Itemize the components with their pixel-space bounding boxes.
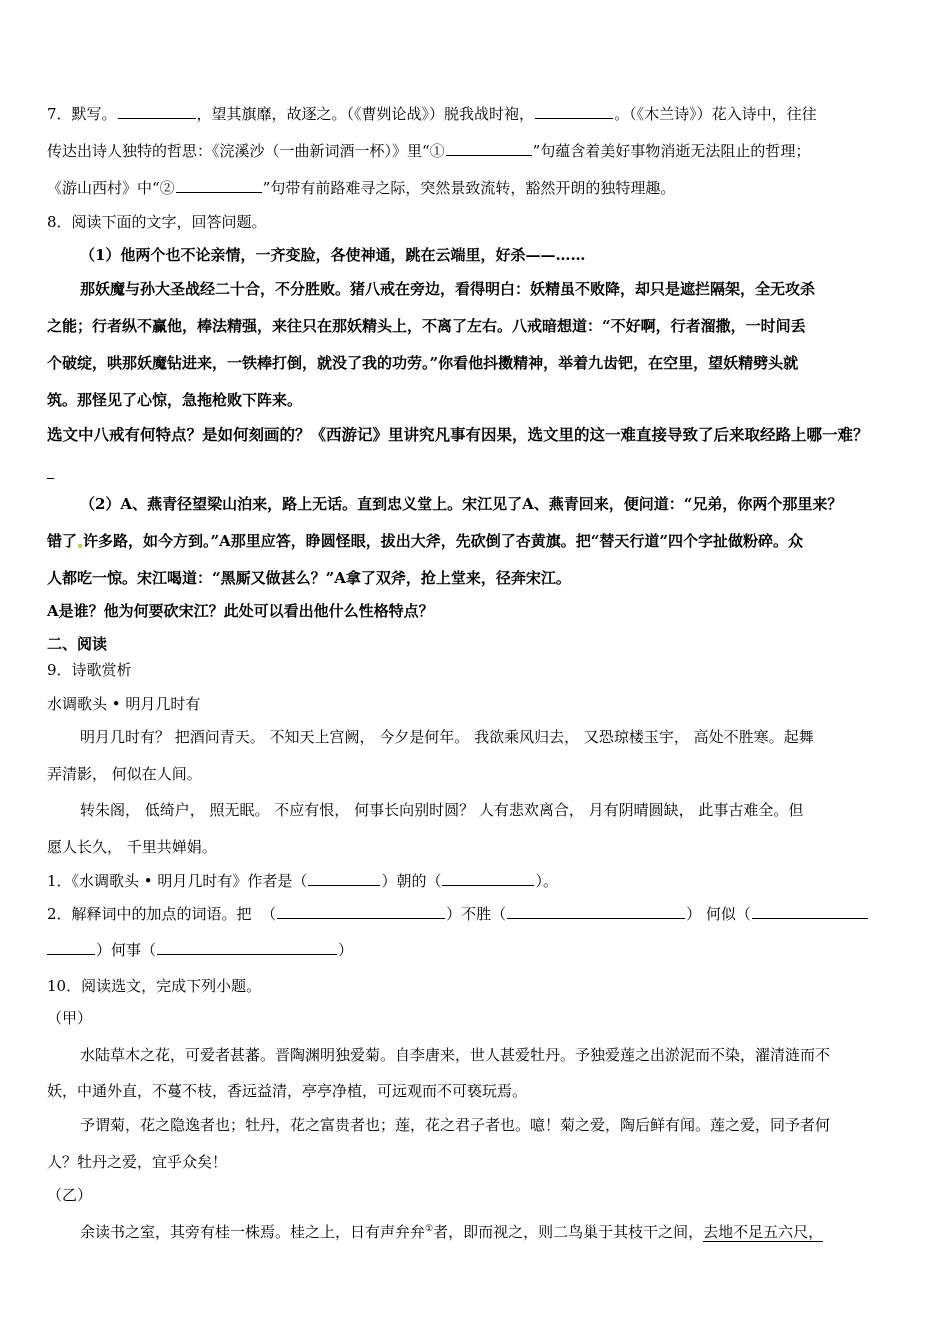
fill-blank[interactable] <box>308 870 380 886</box>
q8-passage1-line: 那妖魔与孙大圣战经二十合，不分胜败。猪八戒在旁边，看得明白：妖精虽不败降，却只是遮拦隔架，全无攻杀 <box>80 280 816 298</box>
underlined-phrase: 去地不足五六尺， <box>703 1223 824 1241</box>
poem-line: 明月几时有？ 把酒问青天。 不知天上宫阙， 今夕是何年。 我欲乘风归去， 又恐琼楼玉宇， 高处不胜寒。起舞 <box>80 728 814 746</box>
q7-line-1: 7．默写。 ，望其旗靡，故逐之。（《曹刿论战》）脱我战时袍， 。（《木兰诗》）花入诗中，往往 <box>47 105 817 123</box>
fill-blank[interactable] <box>442 870 534 886</box>
passage-label-jia: （甲） <box>47 1009 93 1027</box>
q9-sub-2: 2．解释词中的加点的词语。把 （ ）不胜（ ） 何似（ <box>47 903 907 924</box>
q9-sub-1: 1．《水调歌头 • 明月几时有》作者是（ ）朝的（ ）。 <box>47 872 558 890</box>
fill-blank[interactable] <box>446 140 532 156</box>
fill-blank[interactable] <box>535 103 613 119</box>
poem-title: 水调歌头 • 明月几时有 <box>47 695 201 713</box>
q8-passage1-line: 个破绽，哄那妖魔钻进来，一铁棒打倒，就没了我的功劳。”你看他抖擞精神，举着九齿钯，在空里，望妖精劈头就 <box>47 354 799 372</box>
passage-label-yi: （乙） <box>47 1186 93 1204</box>
q10-title: 10．阅读选文，完成下列小题。 <box>47 977 262 995</box>
passage-line: 妖，中通外直，不蔓不枝，香远益清，亭亭净植，可远观而不可亵玩焉。 <box>47 1082 528 1100</box>
dotted-word: 把 <box>236 905 252 923</box>
fill-blank[interactable] <box>507 903 685 919</box>
fill-blank[interactable] <box>752 903 868 919</box>
fill-blank[interactable] <box>118 103 196 119</box>
fill-blank[interactable] <box>157 939 337 955</box>
q8-passage1-line: 之能；行者纵不赢他，棒法精强，来往只在那妖精头上，不离了左右。八戒暗想道：“不好啊，行者溜撒，一时间丢 <box>47 317 806 335</box>
poem-line: 转朱阁， 低绮户， 照无眠。 不应有恨， 何事长向别时圆？ 人有悲欢离合， 月有阴晴圆缺， 此事古难全。但 <box>80 801 804 819</box>
q8-passage2-line: （2）A、燕青径望梁山泊来，路上无话。直到忠义堂上。宋江见了A、燕青回来，便问道：“兄弟，你两个那里来？ <box>80 495 843 513</box>
passage-line: 水陆草木之花，可爱者甚蕃。晋陶渊明独爱菊。自李唐来，世人甚爱牡丹。予独爱莲之出淤泥而不染，濯清涟而不 <box>80 1046 831 1064</box>
fill-blank[interactable] <box>47 939 95 955</box>
poem-line: 愿人长久， 千里共婵娟。 <box>47 838 217 856</box>
q8-question-2: A是谁？他为何要砍宋江？此处可以看出他什么性格特点？ <box>47 602 434 620</box>
q9-title: 9．诗歌赏析 <box>47 661 132 679</box>
passage-line: 余读书之室，其旁有桂一株焉。桂之上，日有声弁弁①者，即而视之，则二鸟巢于其枝干之间，去地不足五六尺， <box>80 1223 824 1241</box>
fill-blank[interactable] <box>277 903 445 919</box>
fill-blank[interactable] <box>176 177 262 193</box>
q8-title: 8．阅读下面的文字，回答问题。 <box>47 213 267 231</box>
passage-line: 人？牡丹之爱，宜乎众矣！ <box>47 1153 228 1171</box>
q8-question-1: 选文中八戒有何特点？是如何刻画的？《西游记》里讲究凡事有因果，选文里的这一难直接导致了后来取经路上哪一难？ <box>47 425 869 444</box>
footnote-marker: ① <box>425 1224 434 1234</box>
passage-line: 予谓菊，花之隐逸者也；牡丹，花之富贵者也；莲，花之君子者也。噫！菊之爱，陶后鲜有闻。莲之爱，同予者何 <box>80 1116 831 1134</box>
poem-line: 弄清影， 何似在人间。 <box>47 765 202 783</box>
q8-passage1-title: （1）他两个也不论亲情，一齐变脸，各使神通，跳在云端里，好杀——…… <box>80 246 586 264</box>
q8-passage1-line: 筑。那怪见了心惊，急拖枪败下阵来。 <box>47 391 303 409</box>
highlight-mark <box>78 544 82 548</box>
answer-line[interactable] <box>47 478 54 479</box>
q8-passage2-line: 错了 许多路，如今方到。”A那里应答，睁圆怪眼，拔出大斧，先砍倒了杏黄旗。把“替天行道”四个字扯做粉碎。众 <box>47 532 804 550</box>
q9-sub-2-cont: ）何事（ ） <box>47 939 907 960</box>
section-title: 二、阅读 <box>47 635 108 653</box>
q7-line-3: 《游山西村》中“② ”句带有前路难寻之际，突然景致流转，豁然开朗的独特理趣。 <box>47 179 676 197</box>
q8-passage2-line: 人都吃一惊。宋江喝道：“黑厮又做甚么？”A拿了双斧，抢上堂来，径奔宋江。 <box>47 569 571 587</box>
q7-line-2: 传达出诗人独特的哲思：《浣溪沙（一曲新词酒一杯）》里“① ”句蕴含着美好事物消逝无法阻止的哲理； <box>47 142 811 160</box>
